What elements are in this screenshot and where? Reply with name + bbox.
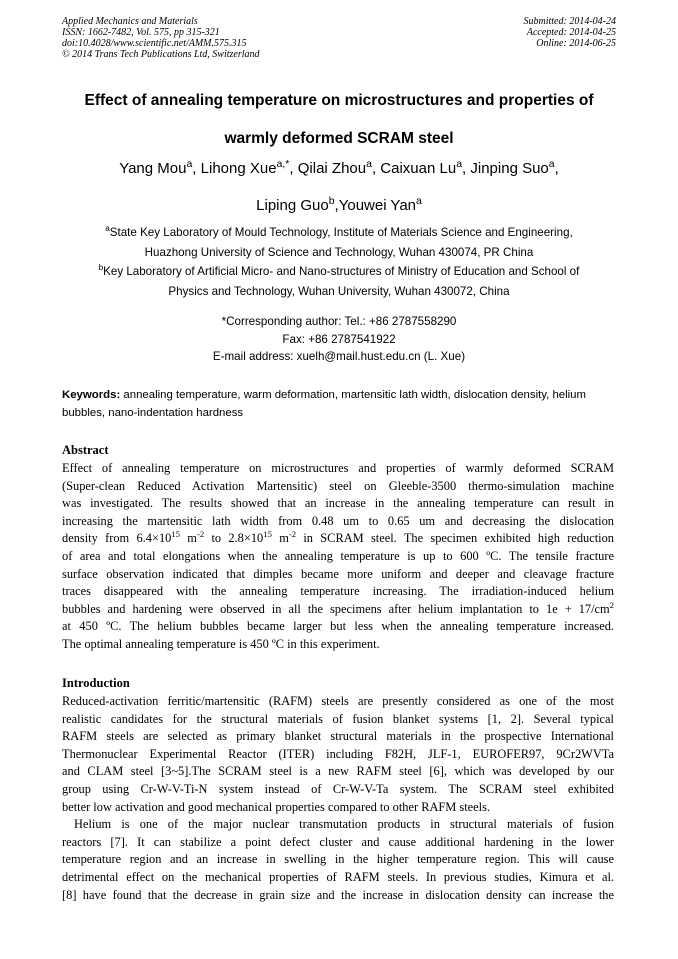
intro-line: Helium is one of the major nuclear transmutation products in structural materials of fusion (74, 817, 614, 832)
intro-line: [8] have found that the decrease in grain size and the increase in dislocation density can increase the (62, 887, 614, 902)
intro-line: Reduced-activation ferritic/martensitic (RAFM) steels are presently considered as one of the most (62, 694, 614, 708)
affiliation-a-line-2: Huazhong University of Science and Technology, Wuhan 430074, PR China (144, 245, 534, 259)
journal-doi: doi:10.4028/www.scientific.net/AMM.575.315 (62, 38, 247, 49)
affiliation-b-line-1 (40, 262, 638, 282)
author-affil-mark: a (366, 158, 372, 170)
affiliation-a-line-1 (40, 223, 638, 243)
title-line-1: Effect of annealing temperature on microstructures and properties of (84, 92, 594, 109)
journal-issn: ISSN: 1662-7482, Vol. 575, pp 315-321 (62, 27, 220, 38)
author-list (30, 158, 648, 232)
abstract-line: at 450 ºC. The helium bubbles became larger but less when the annealing temperature increased. (62, 619, 614, 634)
fax-number: Fax: +86 2787541922 (282, 332, 396, 346)
journal-name: Applied Mechanics and Materials (62, 16, 198, 27)
keywords-text: annealing temperature, warm deformation, martensitic lath width, dislocation density, helium bubbles, nano-indentation hardness (62, 389, 586, 419)
abstract-line: surface observation indicated that dimples became more uniform and deeper and cleavage fracture (62, 566, 614, 581)
author-affil-mark: a (456, 158, 463, 170)
author-line-2: Liping Guo$^b$,Youwei Yan$^a$ (256, 195, 422, 214)
affil-mark: b (98, 263, 104, 273)
affil-text: Key Laboratory of Artificial Micro- and Nano-structures of Ministry of Education and School of (103, 265, 580, 278)
superscript: -2 (196, 529, 205, 540)
abstract-body (62, 460, 614, 654)
superscript: 15 (171, 529, 180, 540)
text-run: to 2.8×10 (204, 531, 264, 546)
author-name: Qilai Zhou (297, 160, 367, 177)
author-affil-mark: a (548, 158, 555, 170)
superscript: 15 (263, 529, 272, 540)
author-affil-mark: a,* (276, 158, 290, 170)
author-name: Lihong Xue (200, 160, 277, 177)
affil-text: State Key Laboratory of Mould Technology, Institute of Materials Science and Engineering, (109, 226, 573, 239)
text-run: density from 6.4×10 (62, 531, 172, 546)
author-line-1: Yang Mou$^a$, Lihong Xue$^{a,*}$, Qilai Zhou$^a$, Caixuan Lu$^a$, Jinping Suo$^a$, (119, 158, 559, 177)
intro-line: detrimental effect on the mechanical properties of RAFM steels. In previous studies, Kimura et al. (62, 869, 614, 884)
abstract-line: increasing the martensitic lath width from 0.48 um to 0.65 um and decreasing the dislocation (62, 513, 614, 528)
abstract-line (62, 601, 614, 619)
introduction-heading: Introduction (62, 676, 130, 690)
dates-header (524, 16, 617, 49)
abstract-line (62, 530, 614, 548)
author-name: Youwei Yan (338, 197, 417, 214)
author-affil-mark: b (328, 195, 335, 207)
affiliations (40, 223, 638, 301)
online-date: Online: 2014-06-25 (536, 38, 616, 49)
email-address: E-mail address: xuelh@mail.hust.edu.cn (L. Xue) (212, 350, 466, 363)
text-run: m (180, 531, 197, 546)
corresponding-author: *Corresponding author: Tel.: +86 2787558290 (221, 315, 457, 328)
affiliation-b-line-2: Physics and Technology, Wuhan University, Wuhan 430072, China (168, 284, 510, 298)
intro-line: Thermonuclear Experimental Reactor (ITER) including F82H, JLF-1, EUROFER97, 9Cr2WVTa (62, 746, 614, 761)
intro-line: realistic candidates for the structural materials of fusion blanket systems [1, 2]. Several typical (62, 711, 614, 726)
contact-info (40, 313, 638, 366)
abstract-line: Effect of annealing temperature on microstructures and properties of warmly deformed SCRAM (62, 461, 614, 475)
keywords (62, 387, 616, 422)
superscript: -2 (288, 529, 297, 540)
text-run: bubbles and hardening were observed in all the specimens after helium implantation to 1e + 17/cm (62, 601, 610, 616)
submitted-date: Submitted: 2014-04-24 (523, 16, 616, 27)
abstract-line: was investigated. The results showed that an increase in the annealing temperature can result in (62, 496, 614, 511)
accepted-date: Accepted: 2014-04-25 (526, 27, 616, 38)
abstract-line: The optimal annealing temperature is 450 ºC in this experiment. (62, 636, 380, 651)
intro-line: and CLAM steel [3~5].The SCRAM steel is a new RAFM steel [6], which was developed by our (62, 764, 614, 779)
abstract-line: of area and total elongations when the annealing temperature is up to 600 ºC. The tensile fracture (62, 548, 614, 563)
superscript: 2 (609, 599, 614, 610)
keywords-label: Keywords: (62, 389, 121, 401)
abstract-line: (Super-clean Reduced Activation Martensitic) steel on Gleeble-3500 thermo-simulation machine (62, 478, 614, 493)
abstract-line: traces disappeared with the annealing temperature increasing. The irradiation-induced helium (62, 584, 614, 599)
introduction-body (62, 693, 614, 904)
affil-mark: a (105, 224, 110, 234)
abstract-heading: Abstract (62, 443, 109, 457)
title-line-2: warmly deformed SCRAM steel (224, 130, 454, 147)
paper-title (40, 90, 638, 166)
author-affil-mark: a (416, 195, 422, 207)
intro-line: temperature region and an increase in swelling in the higher temperature region. This will cause (62, 852, 614, 867)
intro-line: group using Cr-W-V-Ti-N system instead of Cr-W-V-Ta system. The SCRAM steel exhibited (62, 781, 614, 796)
text-run: m (271, 531, 289, 546)
intro-line: better low activation and good mechanical properties compared to other RAFM steels. (62, 799, 491, 814)
journal-copyright: © 2014 Trans Tech Publications Ltd, Switzerland (62, 49, 260, 60)
intro-line: reactors [7]. It can stabilize a point defect cluster and cause additional hardening in the lower (62, 834, 614, 849)
journal-header (62, 16, 260, 60)
author-name: Yang Mou (119, 160, 187, 177)
text-run: in SCRAM steel. The specimen exhibited high reduction (296, 531, 614, 546)
author-affil-mark: a (186, 158, 193, 170)
author-name: Jinping Suo (470, 160, 549, 177)
author-name: Caixuan Lu (380, 160, 457, 177)
intro-line: RAFM steels are selected as primary blanket structural materials in the prospective International (62, 729, 614, 744)
author-name: Liping Guo (256, 197, 329, 214)
